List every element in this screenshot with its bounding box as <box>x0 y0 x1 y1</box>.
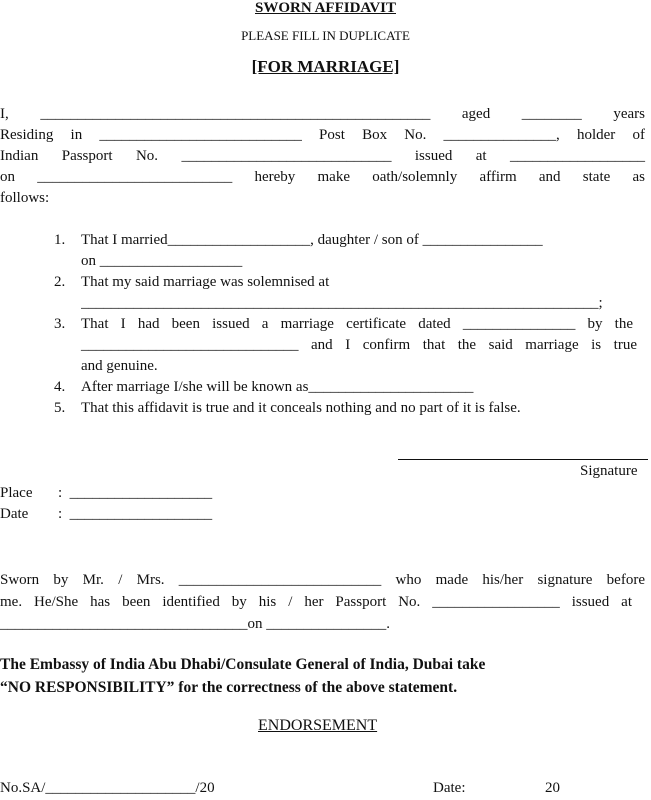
item-text: That this affidavit is true and it conceals nothing and no part of it is false. <box>81 400 521 416</box>
date-field: : ___________________ <box>58 506 213 522</box>
intro-line-name: I, ____________________________________________________ aged ________ years <box>0 106 645 122</box>
place-field: : ___________________ <box>58 485 213 501</box>
item-number: 2. <box>54 274 66 290</box>
date-label: Date <box>0 506 29 522</box>
footer-year: 20 <box>545 780 560 796</box>
endorsement-title: ENDORSEMENT <box>258 717 378 734</box>
document-heading: [FOR MARRIAGE] <box>251 57 400 76</box>
item-number: 1. <box>54 232 66 248</box>
intro-line-passport: Indian Passport No. ____________________________ issued at __________________ <box>0 148 645 164</box>
item-text: on ___________________ <box>81 253 243 269</box>
item-text: and genuine. <box>81 358 158 374</box>
intro-line-follows: follows: <box>0 190 50 206</box>
item-text: That I married___________________, daughter / son of ________________ <box>81 232 543 248</box>
document-subtitle: PLEASE FILL IN DUPLICATE <box>241 28 410 43</box>
place-label: Place <box>0 485 33 501</box>
sworn-line-2: me. He/She has been identified by his / her Passport No. _________________ issued at <box>0 594 632 610</box>
item-text: _____________________________ and I confirm that the said marriage is true <box>81 337 637 353</box>
disclaimer-line-1: The Embassy of India Abu Dhabi/Consulate General of India, Dubai take <box>0 656 486 673</box>
footer-date-label: Date: <box>433 780 466 796</box>
footer-number: No.SA/____________________/20 <box>0 780 215 796</box>
item-text: After marriage I/she will be known as______________________ <box>81 379 474 395</box>
intro-line-oath: on __________________________ hereby make oath/solemnly affirm and state as <box>0 169 645 185</box>
item-number: 3. <box>54 316 66 332</box>
disclaimer-line-2: “NO RESPONSIBILITY” for the correctness of the above statement. <box>0 679 458 696</box>
intro-line-residence: Residing in ___________________________ Post Box No. _______________, holder of <box>0 127 645 143</box>
sworn-line-1: Sworn by Mr. / Mrs. ___________________________ who made his/her signature before <box>0 572 645 588</box>
signature-label: Signature <box>580 463 638 479</box>
signature-line <box>398 459 648 460</box>
document-title: SWORN AFFIDAVIT <box>255 0 396 16</box>
item-text: _____________________________________________________________________; <box>81 295 603 311</box>
item-number: 5. <box>54 400 66 416</box>
item-text: That I had been issued a marriage certificate dated _______________ by the <box>81 316 633 332</box>
sworn-line-3: _________________________________on ________________. <box>0 616 390 632</box>
item-number: 4. <box>54 379 66 395</box>
item-text: That my said marriage was solemnised at <box>81 274 330 290</box>
